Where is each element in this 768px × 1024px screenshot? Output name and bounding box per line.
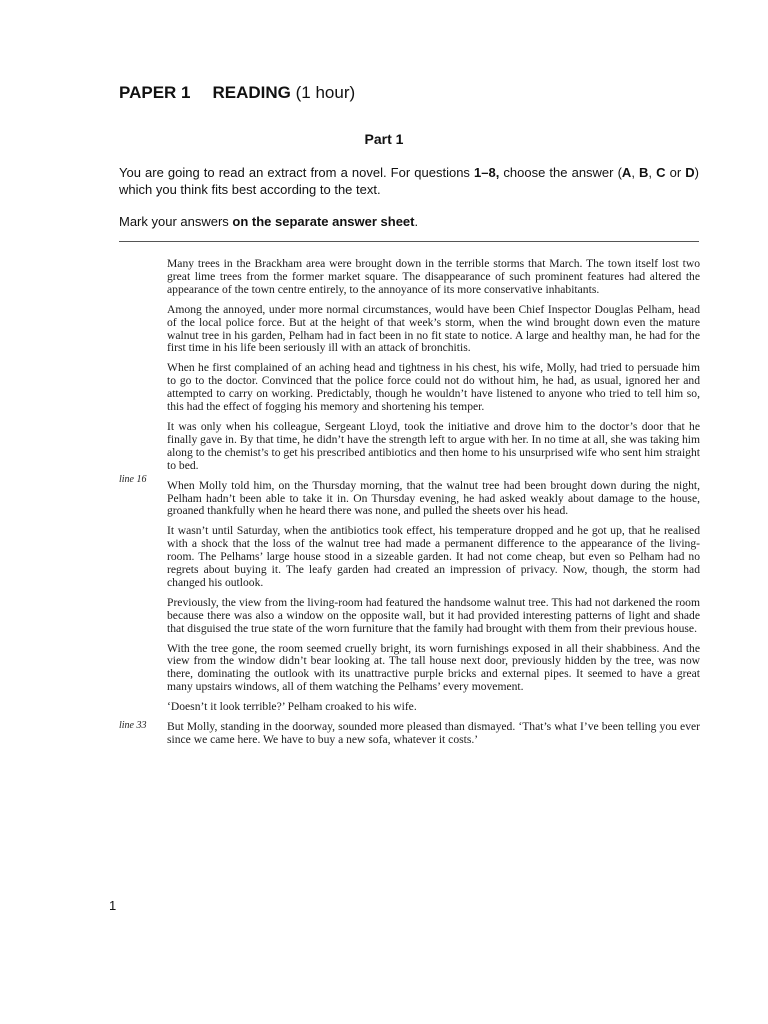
option-c: C	[656, 165, 666, 180]
instructions-text: You are going to read an extract from a novel. For questions	[119, 165, 475, 180]
extract-paragraph: When he first complained of an aching head and tightness in his chest, his wife, Molly, had tried to persuade him to go to the doctor. Convinced that the police force could not do without him, he had, as usual, ignored her and attempted to carry on working. Predictably, though he wouldn’t have listened to anyone who tried to tell him so, this had the effect of fogging his memory and shortening his temper.	[167, 361, 700, 414]
extract-paragraph: With the tree gone, the room seemed cruelly bright, its worn furnishings exposed in all their shabbiness. And the view from the window didn’t bear looking at. The tall house next door, previously hidden by the tree, was now there, dominating the outlook with its unattractive purple bricks and external pipes. It seemed to have a great many upstairs windows, all of them watching the Pelhams’ every movement.	[167, 641, 700, 694]
extract-paragraph: It wasn’t until Saturday, when the antibiotics took effect, his temperature dropped and he got up, that he realised with a shock that the loss of the walnut tree had made a permanent difference to the appearance of the living-room. The Pelhams’ large house stood in a sizeable garden. It had not come cheap, but even so Pelham had no regrets about buying it. The leafy garden had created an impression of privacy. Now, though, the storm had changed his outlook.	[167, 524, 700, 589]
section-name: READING	[212, 83, 291, 102]
option-a: A	[621, 165, 632, 180]
extract-paragraph: When Molly told him, on the Thursday morning, that the walnut tree had been brought down during the night, Pelham hadn’t been able to take it in. On Thursday evening, he had asked weakly about damage to the house, groaned thankfully when he heard there was none, and pulled the sheets over his head.	[167, 478, 700, 518]
extract-paragraph: Previously, the view from the living-room had featured the handsome walnut tree. This had not darkened the room because there was also a window on the opposite wall, but it had provided interesting patterns of light and shade that disguised the true state of the worn furniture that the family had brought with them from their previous house.	[167, 595, 700, 635]
answer-sheet-instruction	[119, 214, 699, 229]
mark-text: Mark your answers	[119, 214, 233, 229]
part-title: Part 1	[364, 131, 404, 147]
page-number: 1	[109, 898, 117, 913]
separator: or	[665, 165, 686, 180]
novel-extract	[167, 258, 700, 754]
separator: ,	[648, 165, 657, 180]
extract-paragraph: Many trees in the Brackham area were brought down in the terrible storms that March. The town itself lost two great lime trees from the former market square. The disappearance of such prominent features had altered the appearance of the town centre entirely, to the annoyance of its more conservative inhabitants.	[167, 257, 700, 296]
divider	[119, 241, 699, 242]
paper-number: PAPER 1	[119, 83, 191, 102]
separator: ,	[631, 165, 640, 180]
extract-paragraph: It was only when his colleague, Sergeant Lloyd, took the initiative and drove him to the doctor’s door that he finally gave in. By that time, he didn’t have the strength left to argue with her. In no time at all, she was taking him along to the chemist’s to get his prescribed antibiotics and then home to his unsurprised wife who sent him straight to bed.	[167, 419, 700, 472]
option-b: B	[639, 165, 649, 180]
question-range: 1–8,	[474, 165, 500, 180]
paper-header	[119, 83, 355, 103]
option-d: D	[685, 165, 695, 180]
extract-paragraph: Among the annoyed, under more normal circumstances, would have been Chief Inspector Douglas Pelham, head of the local police force. But at the height of that week’s storm, when the wind brought down even the mature walnut tree in his garden, Pelham had in fact been in no fit state to notice. A large and healthy man, he had for the first time in his life been seriously ill with an attack of bronchitis.	[167, 302, 700, 355]
extract-paragraph: ‘Doesn’t it look terrible?’ Pelham croaked to his wife.	[167, 700, 417, 714]
instructions-text: ) which you think fits best according to the text.	[119, 165, 699, 197]
instructions-text: choose the answer (	[499, 165, 622, 180]
mark-text: .	[414, 214, 419, 229]
duration: (1 hour)	[295, 83, 356, 102]
extract-paragraph: But Molly, standing in the doorway, sounded more pleased than dismayed. ‘That’s what I’ve been telling you ever since we came here. We have to buy a new sofa, whatever it costs.’	[167, 720, 700, 746]
line-marker-33: line 33	[119, 720, 147, 731]
mark-emphasis: on the separate answer sheet	[232, 214, 415, 229]
line-marker-16: line 16	[119, 474, 147, 485]
instructions	[119, 164, 699, 198]
